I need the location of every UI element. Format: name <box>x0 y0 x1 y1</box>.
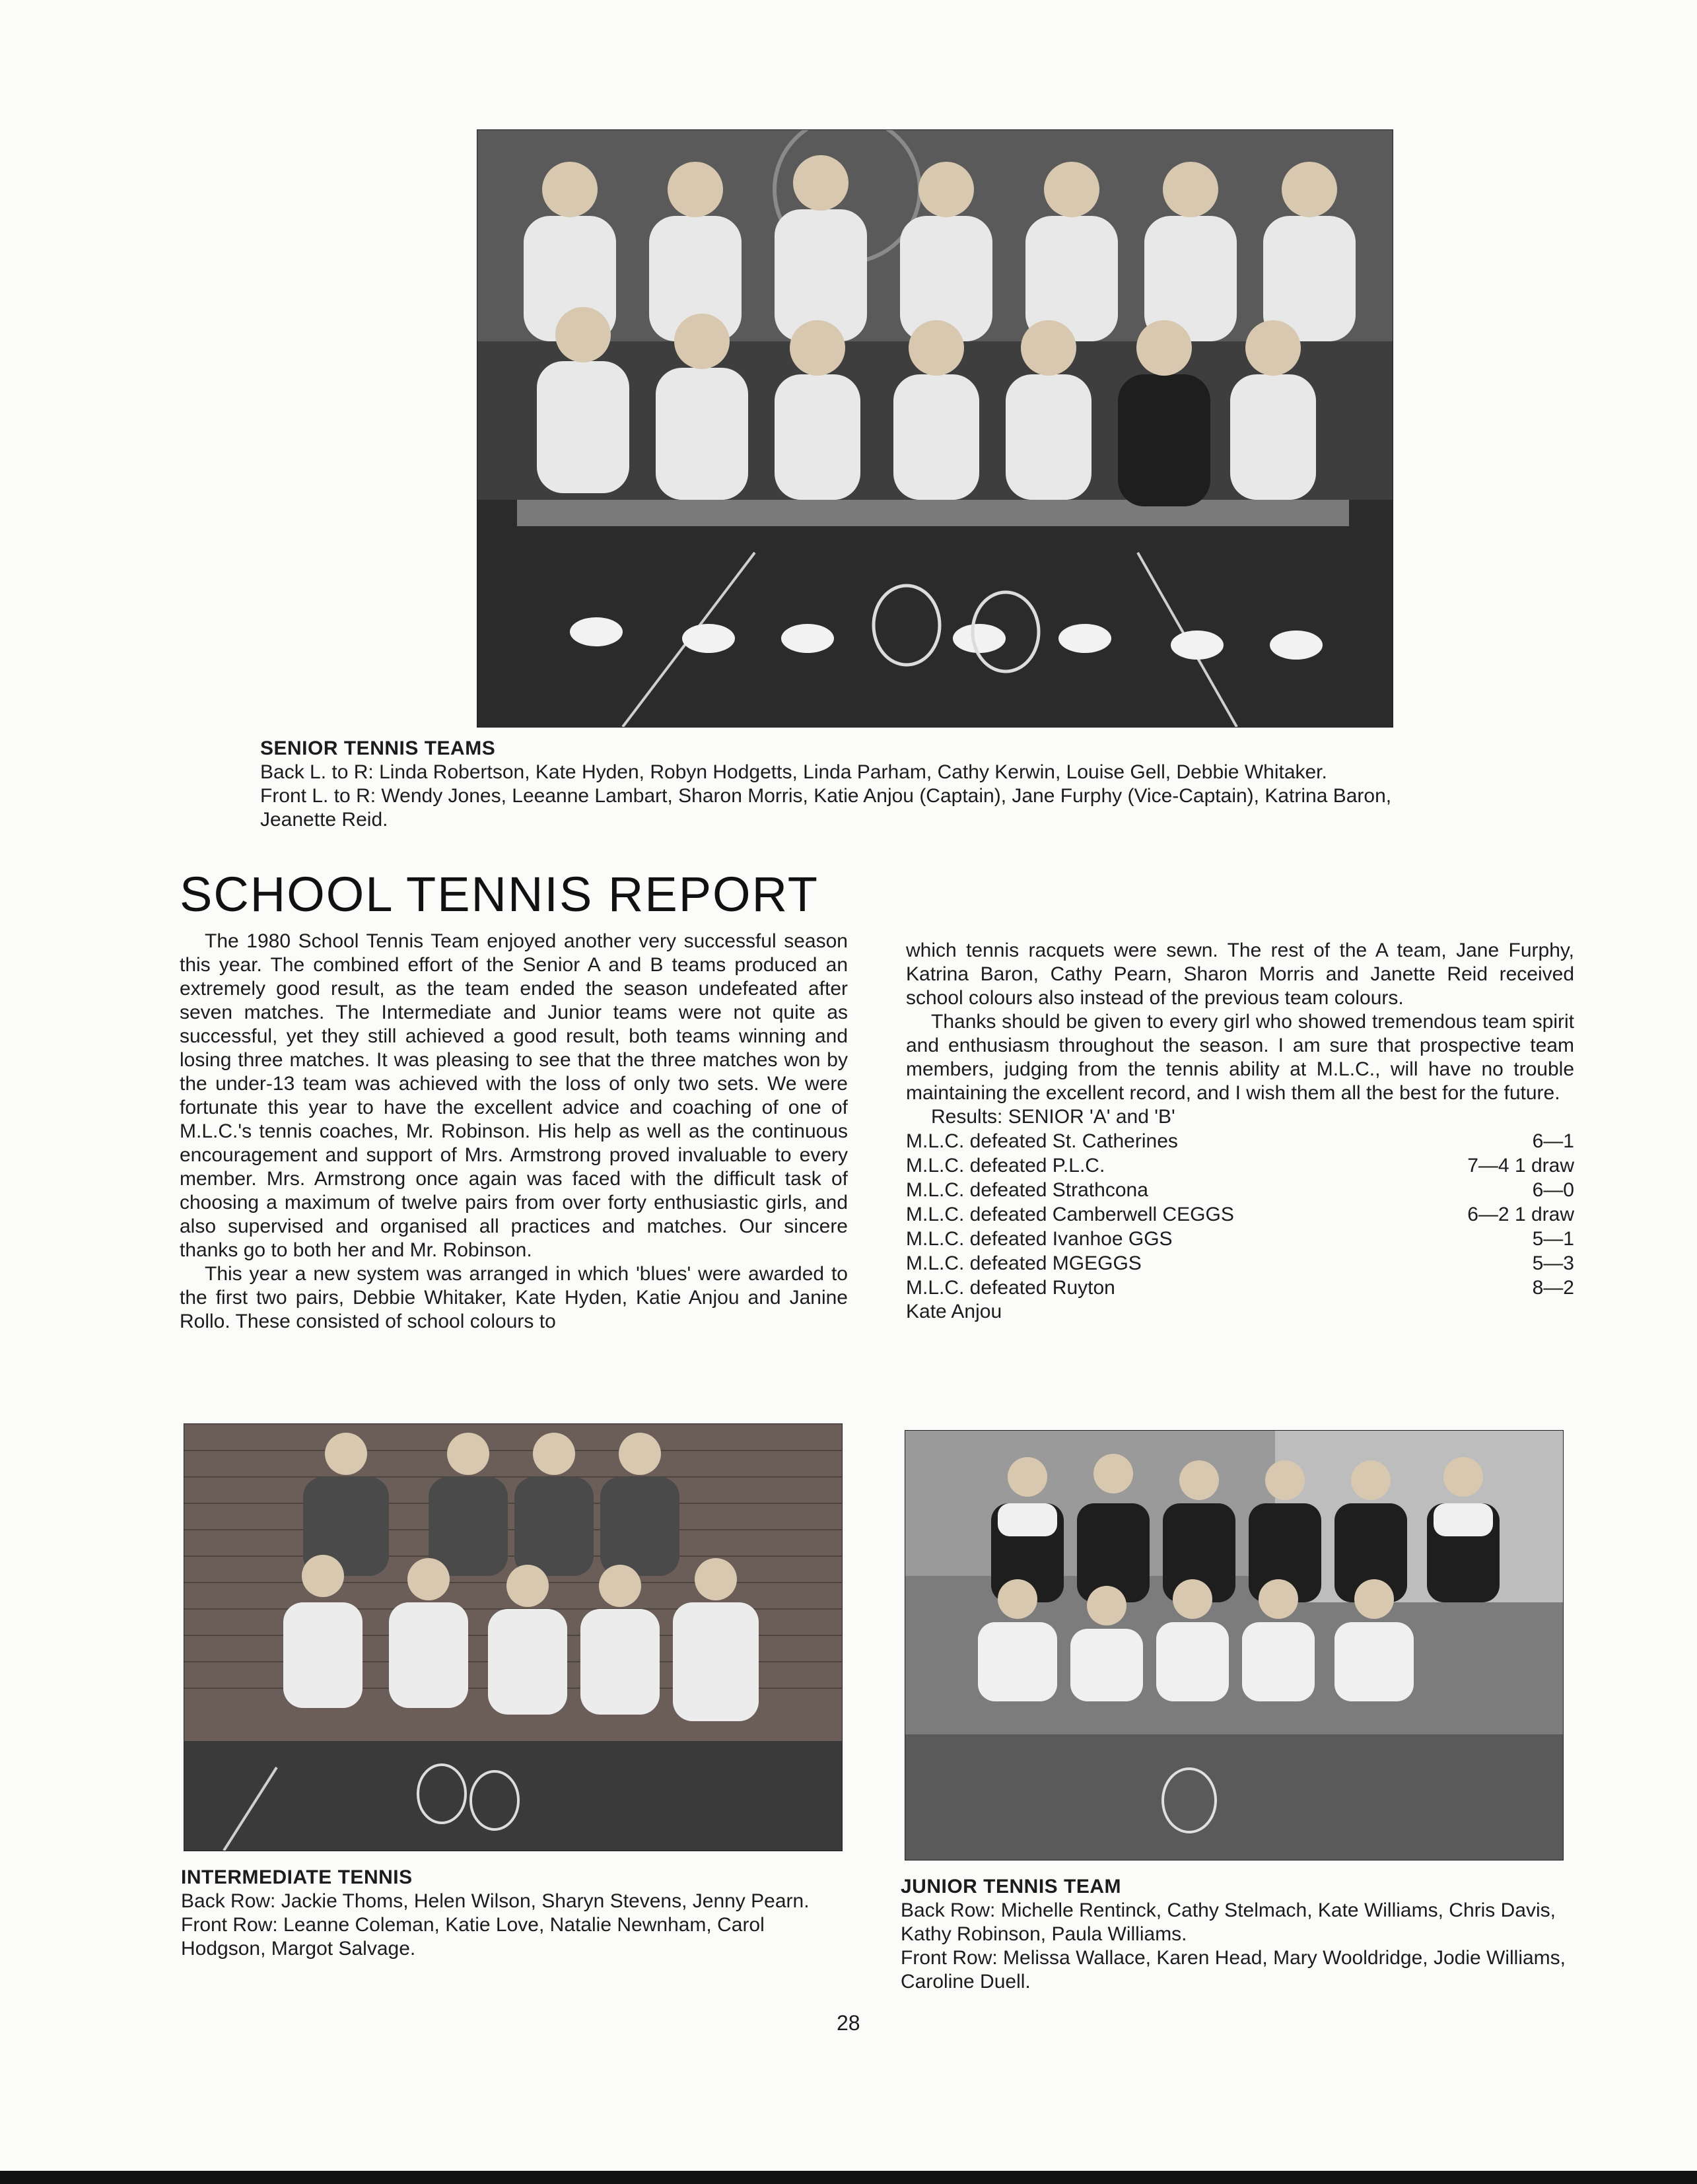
results-row <box>906 1227 1574 1251</box>
result-match: M.L.C. defeated MGEGGS <box>906 1252 1142 1274</box>
senior-team-caption <box>260 737 1449 832</box>
results-heading: Results: SENIOR 'A' and 'B' <box>931 1106 1175 1128</box>
report-paragraph-1: The 1980 School Tennis Team enjoyed another very successful season this year. The combined effort of the Senior A and B teams produced an extremely good result, as the team ended the season undefeated after seven matches. The Intermediate and Junior teams were not quite as successful, yet they still achieved a good result, both teams winning and losing three matches. It was pleasing to see that the three matches won by the under-13 team was achieved with the loss of only two sets. We were fortunate this year to have the excellent advice and coaching of one of M.L.C.'s tennis coaches, Mr. Robinson. His help as well as the continuous encouragement and support of Mrs. Armstrong proved invaluable to every member. Mrs. Armstrong once again was faced with the difficult task of choosing a maximum of twelve pairs from over forty enthusiastic girls, and also supervised and organised all practices and matches. Our sincere thanks go to both her and Mr. Robinson. <box>180 930 848 1261</box>
intermediate-caption-back-row: Back Row: Jackie Thoms, Helen Wilson, Sharyn Stevens, Jenny Pearn. <box>181 1890 810 1912</box>
report-paragraph-2: This year a new system was arranged in which 'blues' were awarded to the first two pairs, Debbie Whitaker, Kate Hyden, Katie Anjou and Janine Rollo. These consisted of school colours to <box>180 1263 848 1332</box>
junior-team-photo-image <box>905 1431 1563 1860</box>
result-match: M.L.C. defeated Camberwell CEGGS <box>906 1204 1234 1225</box>
senior-caption-front-row: Front L. to R: Wendy Jones, Leeanne Lambart, Sharon Morris, Katie Anjou (Captain), Jane Furphy (Vice-Captain), Katrina Baron, Jeanette Reid. <box>260 785 1392 831</box>
report-paragraph-3: which tennis racquets were sewn. The rest of the A team, Jane Furphy, Katrina Baron, Cathy Pearn, Sharon Morris and Janette Reid received school colours also instead of the previous team colours. <box>906 939 1574 1009</box>
report-author: Kate Anjou <box>906 1301 1002 1322</box>
results-row <box>906 1178 1574 1202</box>
result-match: M.L.C. defeated Strathcona <box>906 1179 1148 1201</box>
junior-team-caption <box>901 1875 1568 1994</box>
intermediate-team-photo-image <box>184 1424 842 1851</box>
result-match: M.L.C. defeated Ruyton <box>906 1277 1115 1299</box>
report-paragraph-4: Thanks should be given to every girl who showed tremendous team spirit and enthusiasm throughout the season. I am sure that prospective team members, judging from the tennis ability at M.L.C., will have no trouble maintaining the excellent record, and I wish them all the best for the future. <box>906 1011 1574 1104</box>
report-left-column <box>180 930 848 1334</box>
result-score: 6—0 <box>1532 1179 1574 1201</box>
page-number: 28 <box>837 2011 860 2035</box>
result-score: 8—2 <box>1532 1277 1574 1299</box>
intermediate-caption-title: INTERMEDIATE TENNIS <box>181 1866 413 1888</box>
results-row <box>906 1129 1574 1153</box>
junior-caption-back-row: Back Row: Michelle Rentinck, Cathy Stelmach, Kate Williams, Chris Davis, Kathy Robinson, Paula Williams. <box>901 1899 1556 1945</box>
intermediate-team-photo <box>184 1423 843 1851</box>
report-title: SCHOOL TENNIS REPORT <box>180 867 819 922</box>
results-row <box>906 1153 1574 1178</box>
scan-edge-bar <box>0 2171 1697 2184</box>
result-score: 6—1 <box>1532 1130 1574 1152</box>
senior-caption-back-row: Back L. to R: Linda Robertson, Kate Hyden, Robyn Hodgetts, Linda Parham, Cathy Kerwin, Louise Gell, Debbie Whitaker. <box>260 761 1327 783</box>
results-row <box>906 1251 1574 1276</box>
result-match: M.L.C. defeated P.L.C. <box>906 1155 1105 1177</box>
junior-team-photo <box>905 1430 1564 1860</box>
junior-caption-title: JUNIOR TENNIS TEAM <box>901 1876 1122 1897</box>
senior-team-photo-image <box>477 130 1393 727</box>
result-match: M.L.C. defeated St. Catherines <box>906 1130 1178 1152</box>
results-row <box>906 1202 1574 1227</box>
result-match: M.L.C. defeated Ivanhoe GGS <box>906 1228 1173 1250</box>
results-table <box>906 1129 1574 1300</box>
result-score: 5—1 <box>1532 1228 1574 1250</box>
result-score: 5—3 <box>1532 1252 1574 1274</box>
senior-team-photo <box>477 129 1393 728</box>
report-right-column <box>906 939 1574 1324</box>
result-score: 7—4 1 draw <box>1467 1155 1574 1177</box>
results-row <box>906 1276 1574 1300</box>
junior-caption-front-row: Front Row: Melissa Wallace, Karen Head, Mary Wooldridge, Jodie Williams, Caroline Duell. <box>901 1947 1566 1993</box>
intermediate-caption-front-row: Front Row: Leanne Coleman, Katie Love, Natalie Newnham, Carol Hodgson, Margot Salvage. <box>181 1914 765 1960</box>
senior-caption-title: SENIOR TENNIS TEAMS <box>260 737 496 759</box>
result-score: 6—2 1 draw <box>1467 1204 1574 1225</box>
intermediate-team-caption <box>181 1866 841 1961</box>
